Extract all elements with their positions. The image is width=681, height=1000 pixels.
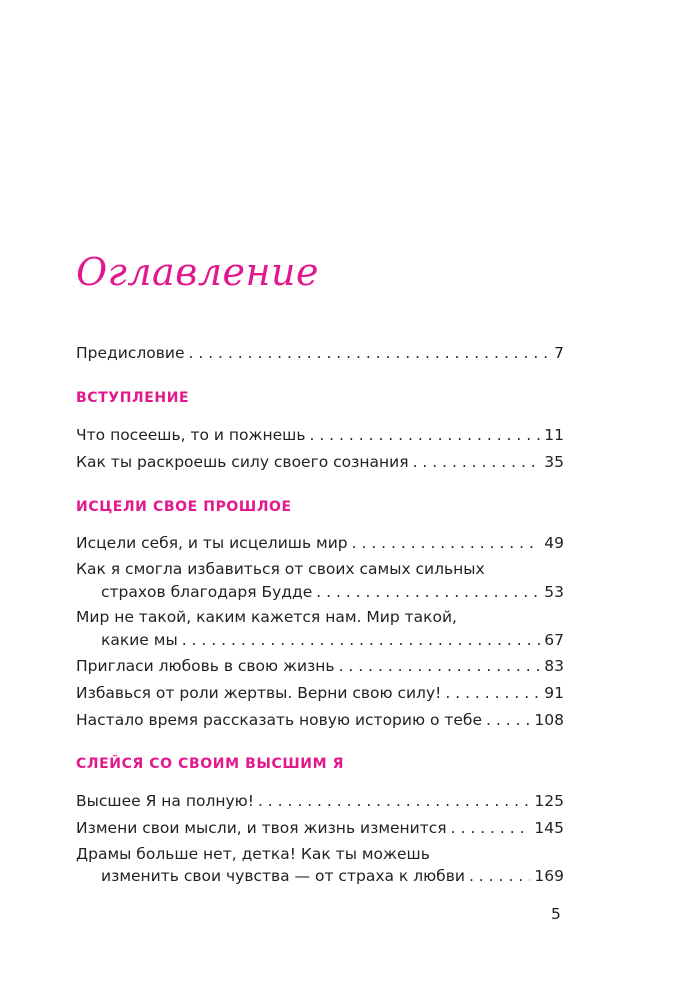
toc-entry: [101, 582, 564, 602]
dot-leader: [258, 791, 530, 811]
toc-entry-title-line1: Мир не такой, каким кажется нам. Мир такой,: [76, 608, 457, 626]
dot-leader: [339, 656, 541, 676]
dot-leader: [316, 582, 540, 602]
toc-entry-title: Настало время рассказать новую историю о тебе: [76, 711, 483, 729]
toc-entry-preface: [76, 343, 564, 363]
toc-entry-title: Избавься от роли жертвы. Верни свою силу!: [76, 684, 442, 702]
toc-entry-page: 91: [544, 684, 564, 702]
toc-entry: [76, 710, 564, 730]
toc-entry-page: 83: [544, 657, 564, 675]
toc-entry: [76, 425, 564, 445]
dot-leader: [445, 683, 540, 703]
toc-entry-page: 7: [554, 344, 564, 362]
toc-entry-page: 49: [544, 534, 564, 552]
dot-leader: [188, 343, 550, 363]
toc-entry: [76, 656, 564, 676]
toc-entry-title: Исцели себя, и ты исцелишь мир: [76, 534, 348, 552]
page-number: 5: [551, 905, 561, 923]
section-heading: СЛЕЙСЯ СО СВОИМ ВЫСШИМ Я: [76, 756, 344, 772]
toc-entry-title: Что посеешь, то и пожнешь: [76, 426, 306, 444]
toc-entry-title: Предисловие: [76, 344, 185, 362]
dot-leader: [451, 818, 531, 838]
dot-leader: [352, 533, 541, 553]
toc-entry-page: 108: [534, 711, 564, 729]
toc-entry: [76, 533, 564, 553]
dot-leader: [413, 452, 541, 472]
page-title: Оглавление: [76, 250, 320, 294]
toc-entry-page: 35: [544, 453, 564, 471]
toc-entry-title: Высшее Я на полную!: [76, 792, 254, 810]
toc-entry-page: 53: [544, 583, 564, 601]
toc-entry-page: 169: [534, 867, 564, 885]
toc-entry-title: Измени свои мысли, и твоя жизнь изменится: [76, 819, 447, 837]
toc-entry-title-line1: Как я смогла избавиться от своих самых сильных: [76, 560, 485, 578]
toc-entry: [76, 791, 564, 811]
dot-leader: [182, 630, 541, 650]
dot-leader: [309, 425, 540, 445]
dot-leader: [469, 866, 530, 886]
toc-entry-page: 11: [544, 426, 564, 444]
toc-entry-title-line1: Драмы больше нет, детка! Как ты можешь: [76, 845, 430, 863]
toc-entry: [76, 818, 564, 838]
section-heading: ИСЦЕЛИ СВОЕ ПРОШЛОЕ: [76, 499, 292, 515]
toc-entry-page: 145: [534, 819, 564, 837]
toc-entry-title: Как ты раскроешь силу своего сознания: [76, 453, 409, 471]
toc-entry-title: какие мы: [101, 631, 178, 649]
toc-entry-page: 67: [544, 631, 564, 649]
toc-entry-page: 125: [534, 792, 564, 810]
toc-entry-title: изменить свои чувства — от страха к любви: [101, 867, 465, 885]
dot-leader: [486, 710, 530, 730]
toc-entry: [101, 630, 564, 650]
section-heading: ВСТУПЛЕНИЕ: [76, 390, 190, 406]
toc-entry: [76, 452, 564, 472]
toc-entry: [101, 866, 564, 886]
toc-entry-title: Пригласи любовь в свою жизнь: [76, 657, 335, 675]
toc-entry-title: страхов благодаря Будде: [101, 583, 313, 601]
toc-entry: [76, 683, 564, 703]
